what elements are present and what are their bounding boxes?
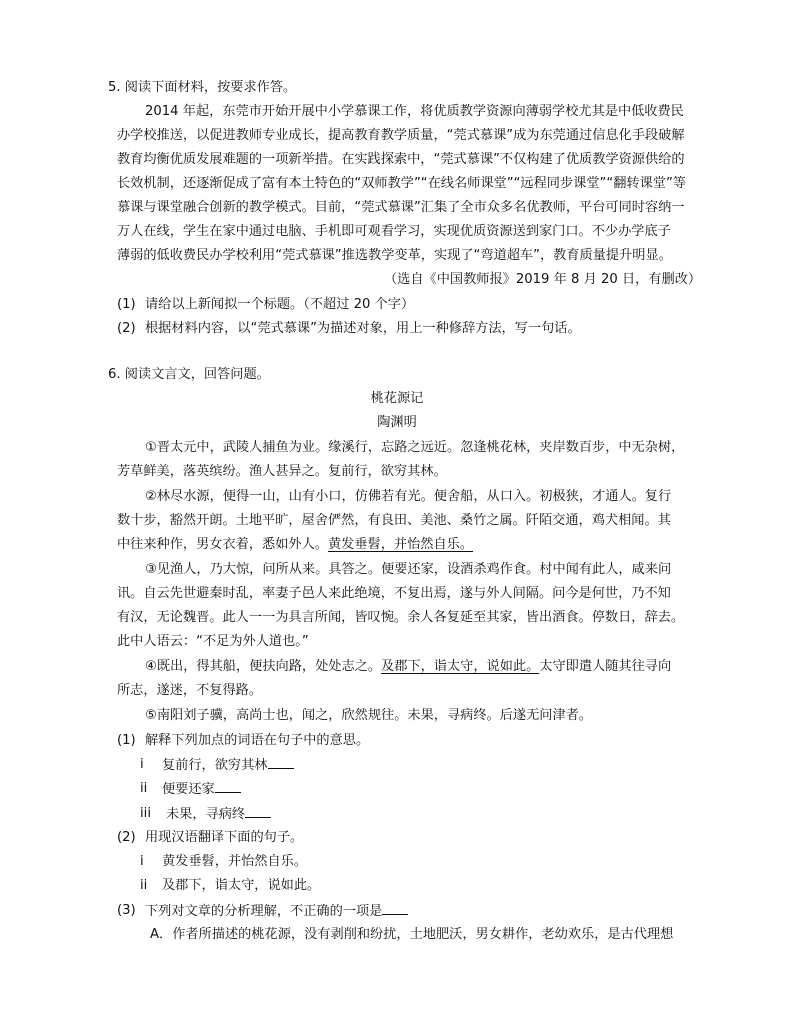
q6-sub2-number: (2) bbox=[117, 830, 136, 845]
q5-heading: 5. 阅读下面材料，按要求作答。 bbox=[108, 80, 297, 95]
passage-line: ③见渔人，乃大惊，问所从来。具答之。便要还家，设酒杀鸡作食。村中闻有此人，咸来问 bbox=[145, 562, 672, 577]
passage-line: 数十步，豁然开朗。土地平旷，屋舍俨然，有良田、美池、桑竹之属。阡陌交通，鸡犬相闻。其 bbox=[117, 513, 671, 528]
item-text bbox=[162, 780, 241, 799]
q6-sub1-text: 解释下列加点的词语在句子中的意思。 bbox=[145, 733, 370, 748]
underlined-sentence: 黄发垂髫，并怡然自乐。 bbox=[328, 537, 474, 552]
item-number: ii bbox=[140, 781, 148, 796]
q5-sub2-text: 根据材料内容，以“莞式慕课”为描述对象，用上一种修辞方法，写一句话。 bbox=[145, 321, 581, 336]
item-label: 便要还家 bbox=[162, 782, 215, 797]
passage-line: 此中人语云：“不足为外人道也。” bbox=[117, 634, 309, 649]
passage-line: 讯。自云先世避秦时乱，率妻子邑人来此绝境，不复出焉，遂与外人间隔。问今是何世，乃不知 bbox=[117, 586, 671, 601]
q5-para-line: 长效机制，还逐渐促成了富有本土特色的“双师教学”“在线名师课堂”“远程同步课堂”“翻转课堂”等 bbox=[117, 176, 686, 191]
q5-source: （选自《中国教师报》2019 年 8 月 20 日，有删改） bbox=[384, 272, 702, 287]
q6-sub3-text bbox=[145, 902, 408, 921]
passage-author: 陶渊明 bbox=[377, 415, 417, 430]
passage-text: 中往来种作，男女衣着，悉如外人。 bbox=[117, 537, 328, 552]
q5-para-line: 教育均衡优质发展难题的一项新举措。在实践探索中，“莞式慕课”不仅构建了优质教学资源供给的 bbox=[117, 152, 685, 167]
item-number: i bbox=[140, 854, 144, 869]
answer-blank[interactable] bbox=[268, 756, 294, 769]
q5-para-line: 万人在线，学生在家中通过电脑、手机即可观看学习，实现优质资源送到家门口。不少办学底子 bbox=[117, 224, 671, 239]
q5-sub2-number: (2) bbox=[117, 321, 136, 336]
passage-line: ①晋太元中，武陵人捕鱼为业。缘溪行，忘路之远近。忽逢桃花林，夹岸数百步，中无杂树， bbox=[145, 440, 685, 455]
answer-blank[interactable] bbox=[215, 780, 241, 793]
answer-blank[interactable] bbox=[245, 805, 271, 818]
passage-text: ④既出，得其船，便扶向路，处处志之。 bbox=[145, 659, 382, 674]
q6-sub3-number: (3) bbox=[117, 903, 136, 918]
item-text bbox=[162, 756, 294, 775]
q5-para-line: 办学校推送，以促进教师专业成长，提高教育教学质量，“莞式慕课”成为东莞通过信息化手段破解 bbox=[117, 128, 685, 143]
passage-line: ②林尽水源，便得一山，山有小口，仿佛若有光。便舍船，从口入。初极狭，才通人。复行 bbox=[145, 489, 672, 504]
q5-sub1-text: 请给以上新闻拟一个标题。（不超过 20 个字） bbox=[145, 297, 415, 312]
passage-line bbox=[145, 658, 671, 676]
passage-text: 太守即遣人随其往寻向 bbox=[539, 659, 672, 674]
passage-line bbox=[117, 536, 473, 554]
item-number: i bbox=[140, 757, 144, 772]
q5-para-line: 2014 年起，东莞市开始开展中小学慕课工作，将优质教学资源向薄弱学校尤其是中低收费民 bbox=[145, 104, 684, 119]
item-label: 未果，寻病终 bbox=[166, 807, 246, 822]
item-label: 复前行，欲穷其林 bbox=[162, 758, 268, 773]
item-number: iii bbox=[140, 806, 151, 821]
passage-line: ⑤南阳刘子骥，高尚士也，闻之，欣然规往。未果，寻病终。后遂无问津者。 bbox=[145, 708, 593, 723]
passage-line: 有汉，无论魏晋。此人一一为具言所闻，皆叹惋。余人各复延至其家，皆出酒食。停数日，辞去。 bbox=[117, 610, 685, 625]
answer-blank[interactable] bbox=[382, 902, 408, 915]
question-label: 下列对文章的分析理解，不正确的一项是 bbox=[145, 904, 383, 919]
q6-sub2-text: 用现汉语翻译下面的句子。 bbox=[145, 830, 304, 845]
item-text bbox=[166, 805, 271, 824]
q6-heading: 6. 阅读文言文，回答问题。 bbox=[108, 367, 270, 382]
q5-para-line: 薄弱的低收费民办学校利用“莞式慕课”推选教学变革，实现了“弯道超车”，教育质量提升明显。 bbox=[117, 248, 672, 263]
q5-sub1-number: (1) bbox=[117, 297, 136, 312]
item-number: ii bbox=[140, 878, 148, 893]
item-text: 黄发垂髫，并怡然自乐。 bbox=[162, 854, 308, 869]
passage-line: 所志，遂迷，不复得路。 bbox=[117, 683, 263, 698]
underlined-sentence: 及郡下，诣太守，说如此。 bbox=[381, 659, 540, 674]
option-a: A．作者所描述的桃花源，没有剥削和纷扰，土地肥沃，男女耕作，老幼欢乐，是古代理想 bbox=[150, 927, 674, 942]
q5-para-line: 慕课与课堂融合创新的教学模式。目前，“莞式慕课”汇集了全市众多名优教师，平台可同时容纳一 bbox=[117, 200, 685, 215]
q6-sub1-number: (1) bbox=[117, 733, 136, 748]
passage-title: 桃花源记 bbox=[370, 391, 424, 406]
item-text: 及郡下，诣太守，说如此。 bbox=[162, 878, 321, 893]
passage-line: 芳草鲜美，落英缤纷。渔人甚异之。复前行，欲穷其林。 bbox=[117, 464, 447, 479]
